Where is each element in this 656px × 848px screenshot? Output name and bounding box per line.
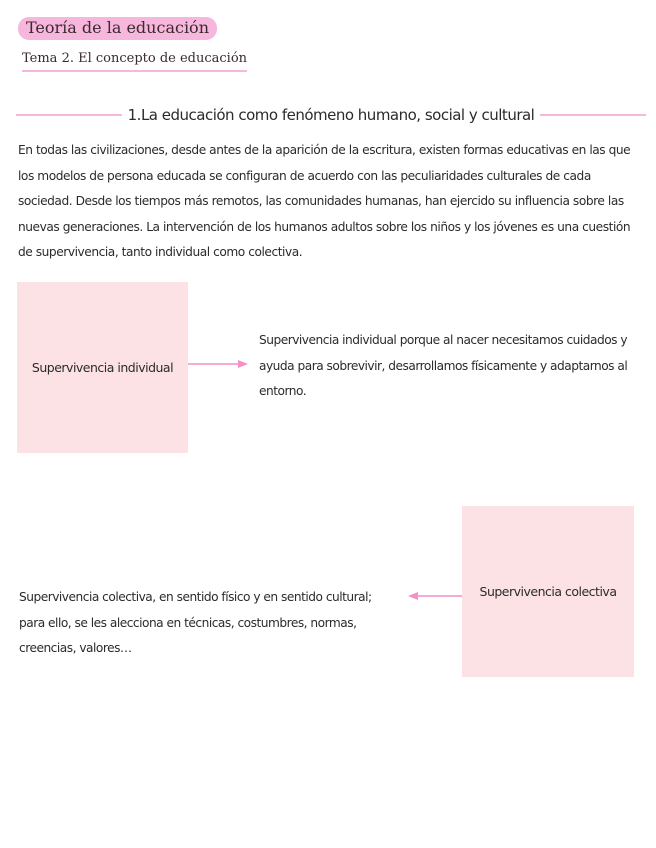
collective-survival-box <box>462 506 634 677</box>
individual-survival-description: Supervivencia individual porque al nacer necesitamos cuidados y ayuda para sobrevivir, desarrollamos físicamente y adaptarnos al entorno. <box>259 333 628 398</box>
heading-right-divider <box>540 114 646 116</box>
collective-survival-description: Supervivencia colectiva, en sentido físico y en sentido cultural; para ello, se les alecciona en técnicas, costumbres, normas, creencias, valores… <box>19 590 372 655</box>
document-title: Teoría de la educación <box>18 17 217 40</box>
arrow-right-icon <box>188 358 248 370</box>
section-heading-row <box>16 104 646 126</box>
arrow-left-icon <box>408 590 462 602</box>
topic-subtitle: Tema 2. El concepto de educación <box>22 50 247 72</box>
section-heading: 1.La educación como fenómeno humano, social y cultural <box>127 106 535 124</box>
intro-paragraph: En todas las civilizaciones, desde antes de la aparición de la escritura, existen formas educativas en las que los modelos de persona educada se configuran de acuerdo con las peculiaridades culturales de cada sociedad. Desde los tiempos más remotos, las comunidades humanas, han ejercido su influencia sobre las nuevas generaciones. La intervención de los humanos adultos sobre los niños y los jóvenes es una cuestión de supervivencia, tanto individual como colectiva. <box>18 143 631 259</box>
heading-left-divider <box>16 114 122 116</box>
individual-survival-box <box>17 282 188 453</box>
individual-survival-label: Supervivencia individual <box>31 360 174 375</box>
collective-survival-label: Supervivencia colectiva <box>479 584 617 599</box>
